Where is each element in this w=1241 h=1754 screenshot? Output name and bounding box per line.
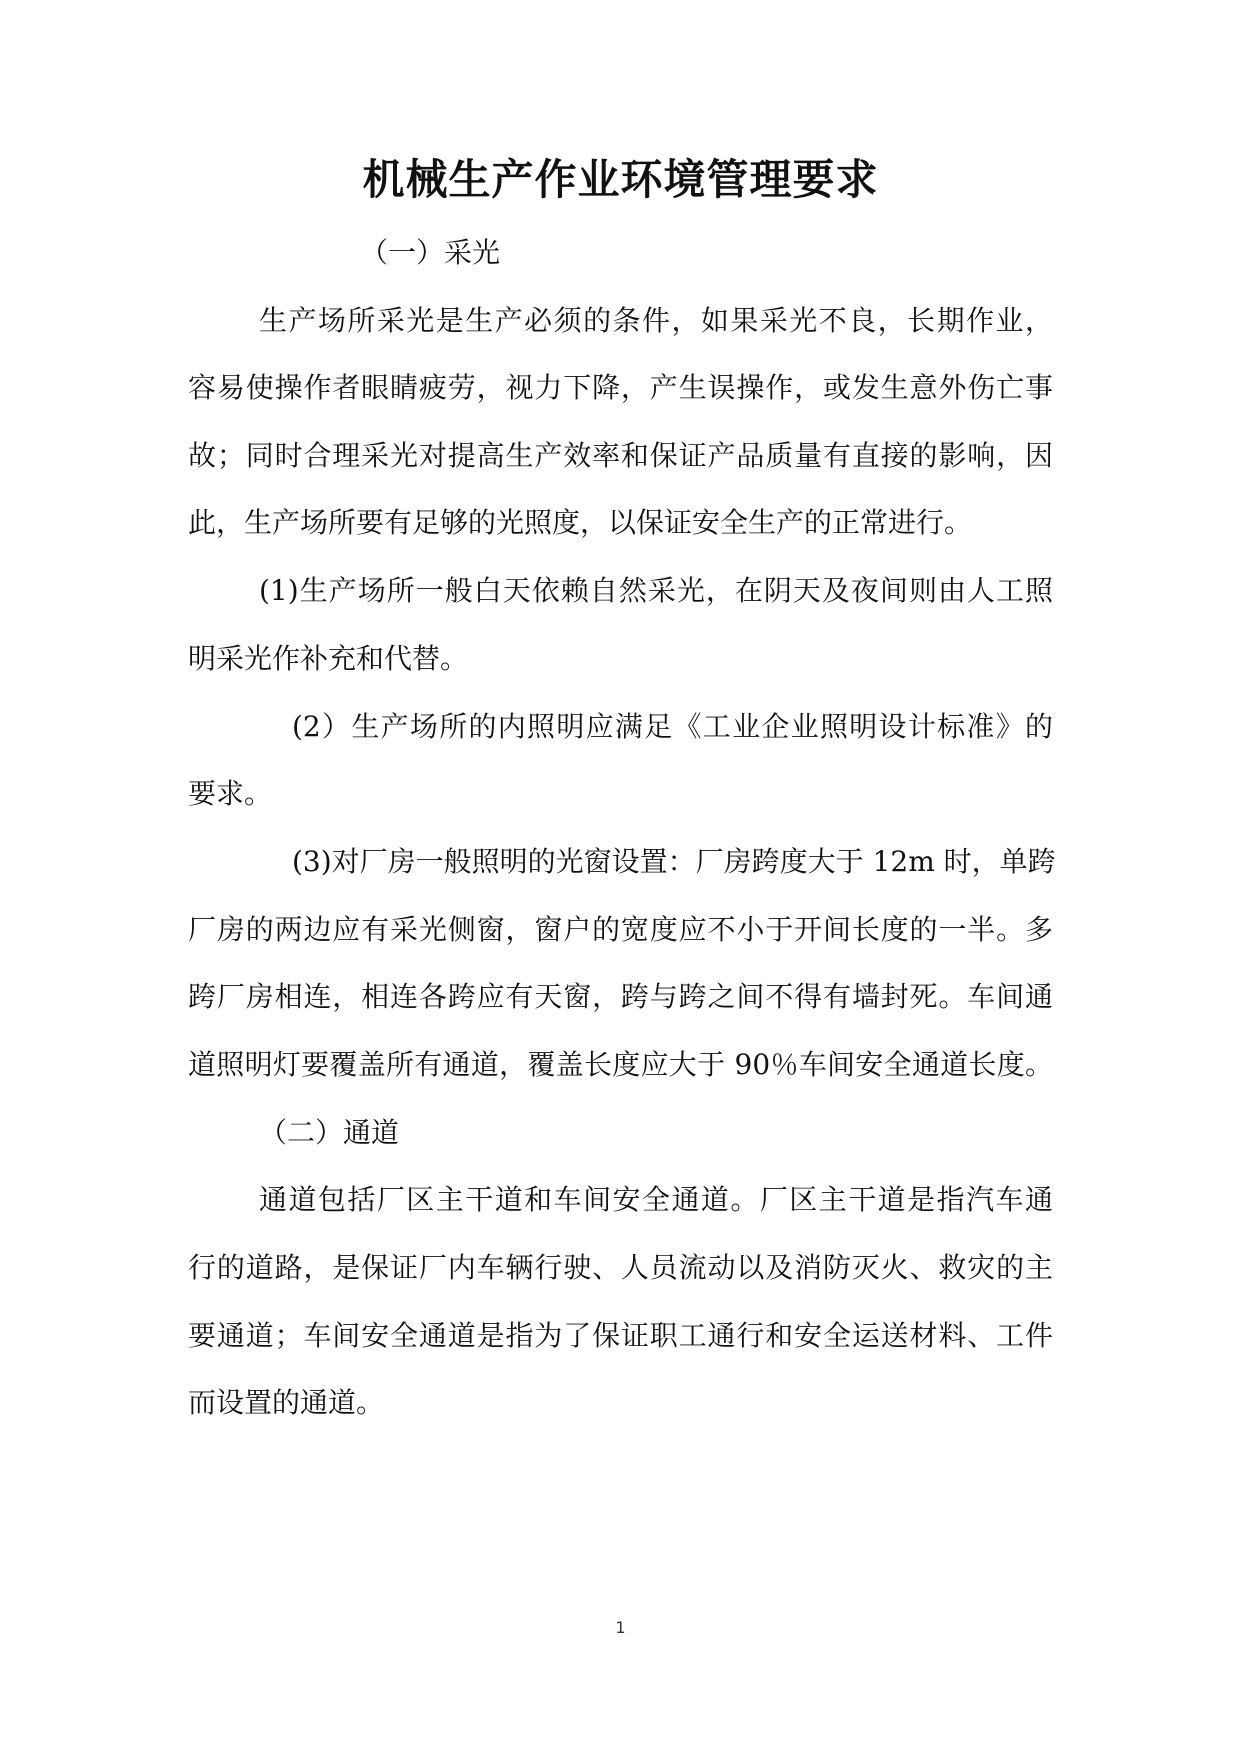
list-item-line: 道照明灯要覆盖所有通道，覆盖长度应大于 90％车间安全通道长度。 bbox=[188, 1048, 1053, 1081]
list-item-line: 明采光作补充和代替。 bbox=[188, 642, 469, 675]
section-heading-passages: （二）通道 bbox=[259, 1116, 400, 1149]
document-title: 机械生产作业环境管理要求 bbox=[362, 155, 879, 204]
page-number: 1 bbox=[615, 1618, 626, 1637]
list-item-line: (2）生产场所的内照明应满足《工业企业照明设计标准》的 bbox=[292, 710, 1053, 743]
paragraph-line: 要通道；车间安全通道是指为了保证职工通行和安全运送材料、工件 bbox=[188, 1319, 1053, 1352]
paragraph-line: 而设置的通道。 bbox=[188, 1386, 385, 1419]
list-item-line: 厂房的两边应有采光侧窗，窗户的宽度应不小于开间长度的一半。多 bbox=[188, 913, 1053, 946]
paragraph-line: 故；同时合理采光对提高生产效率和保证产品质量有直接的影响，因 bbox=[188, 439, 1053, 472]
paragraph-line: 行的道路，是保证厂内车辆行驶、人员流动以及消防灭火、救灾的主 bbox=[188, 1251, 1053, 1284]
list-item-line: (1)生产场所一般白天依赖自然采光，在阴天及夜间则由人工照 bbox=[259, 574, 1053, 607]
section-heading-lighting: （一）采光 bbox=[360, 236, 501, 269]
paragraph-line: 生产场所采光是生产必须的条件，如果采光不良，长期作业， bbox=[259, 304, 1053, 337]
paragraph-line: 通道包括厂区主干道和车间安全通道。厂区主干道是指汽车通 bbox=[259, 1183, 1053, 1216]
paragraph-line: 此，生产场所要有足够的光照度，以保证安全生产的正常进行。 bbox=[188, 506, 973, 539]
paragraph-line: 容易使操作者眼睛疲劳，视力下降，产生误操作，或发生意外伤亡事 bbox=[188, 371, 1053, 404]
list-item-line: (3)对厂房一般照明的光窗设置：厂房跨度大于 12m 时，单跨 bbox=[292, 845, 1056, 878]
list-item-line: 跨厂房相连，相连各跨应有天窗，跨与跨之间不得有墙封死。车间通 bbox=[188, 980, 1053, 1013]
list-item-line: 要求。 bbox=[188, 777, 273, 810]
